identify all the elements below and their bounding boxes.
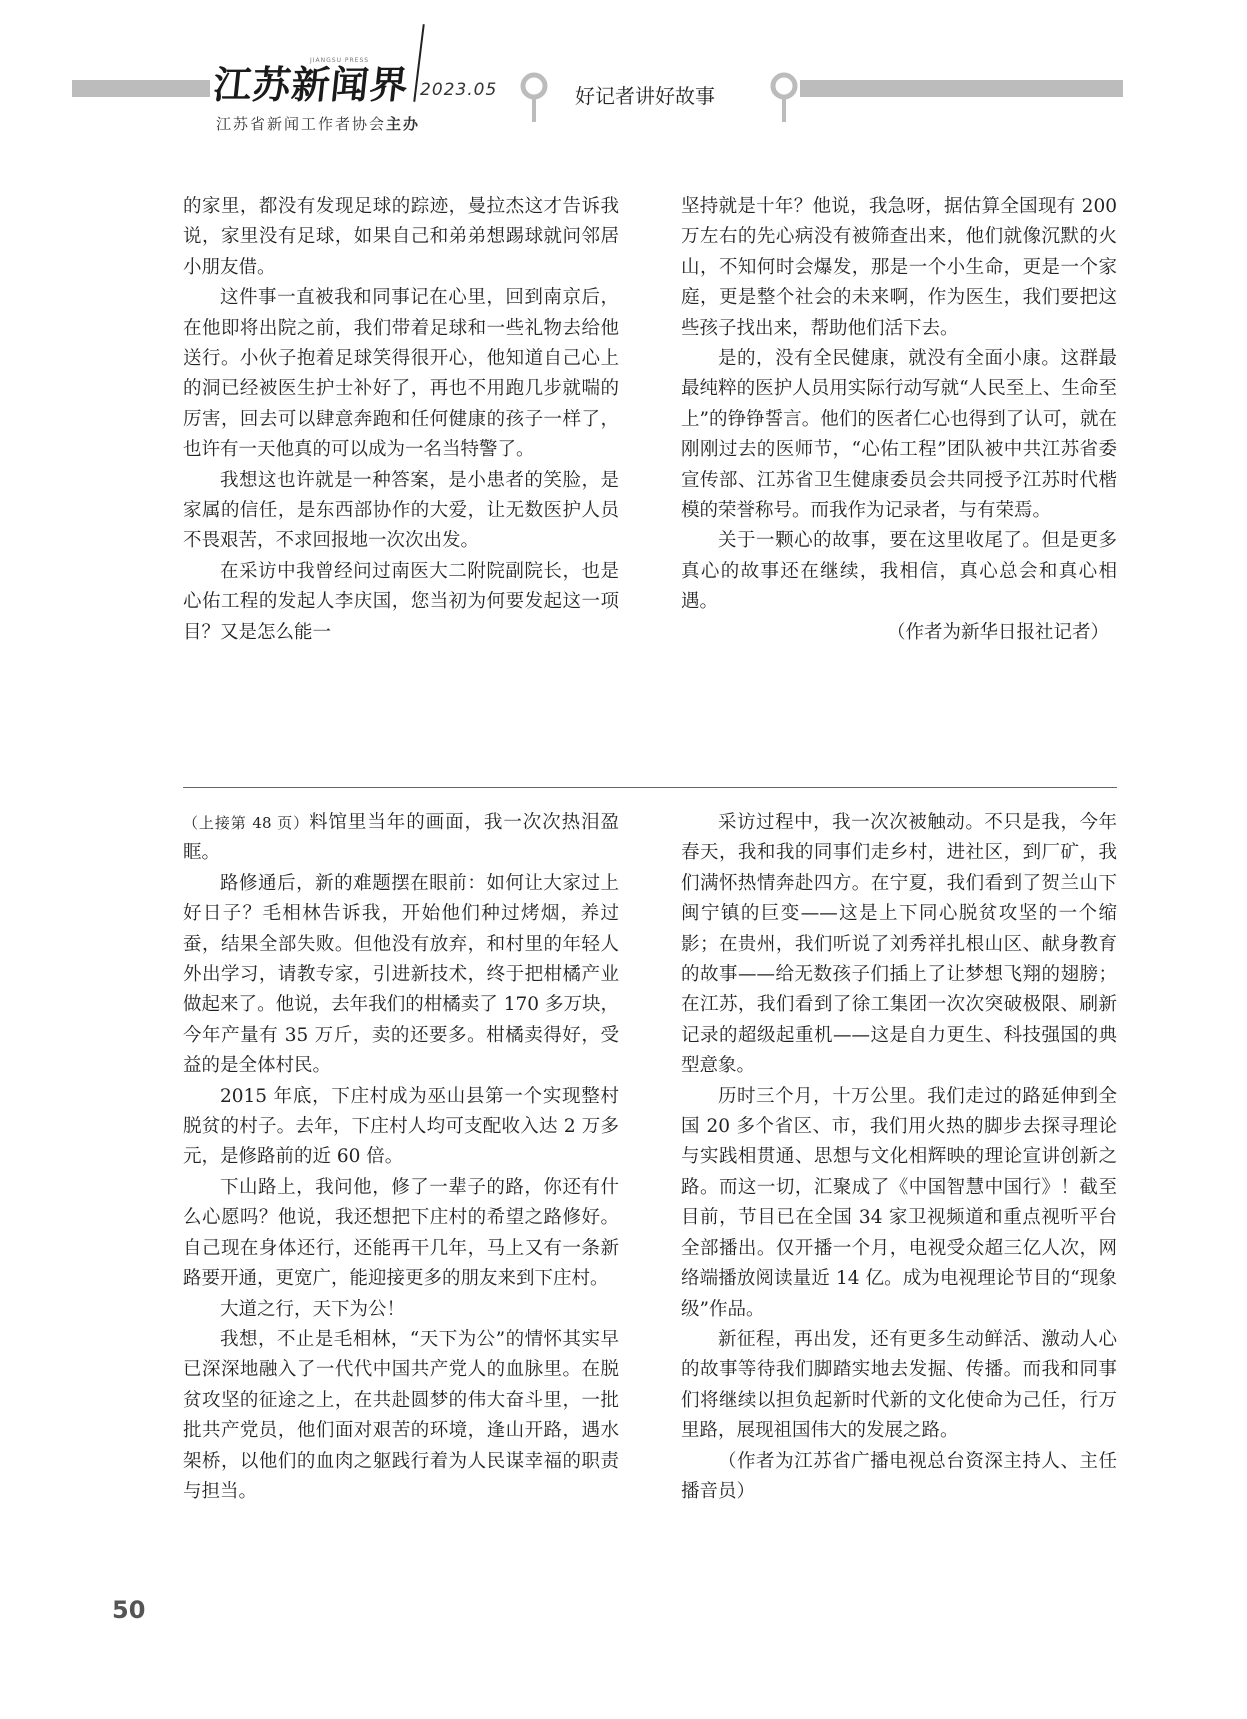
paragraph: 2015 年底，下庄村成为巫山县第一个实现整村脱贫的村子。去年，下庄村人均可支配收入达 2 万多元，是修路前的近 60 倍。 [183, 1085, 619, 1168]
map-pin-icon [520, 72, 548, 124]
top-article-right-column [681, 192, 1117, 648]
paragraph: 历时三个月，十万公里。我们走过的路延伸到全国 20 多个省区、市，我们用火热的脚步去探寻理论与实践相贯通、思想与文化相辉映的理论宣讲创新之路。而这一切，汇聚成了《中国智慧中国行》！截至目前，节目已在全国 34 家卫视频道和重点视听平台全部播出。仅开播一个月，电视受众超三亿人次，网络端播放阅读量近 14 亿。成为电视理论节目的“现象级”作品。 [681, 1085, 1117, 1320]
page-number: 50 [112, 1596, 146, 1624]
bottom-article-left-column [183, 808, 619, 1507]
paragraph: 新征程，再出发，还有更多生动鲜活、激动人心的故事等待我们脚踏实地去发掘、传播。而我和同事们将继续以担负起新时代新的文化使命为己任，行万里路，展现祖国伟大的发展之路。 [681, 1328, 1117, 1442]
paragraph: 坚持就是十年？他说，我急呀，据估算全国现有 200 万左右的先心病没有被筛查出来，他们就像沉默的火山，不知何时会爆发，那是一个小生命，更是一个家庭，更是整个社会的未来啊，作为医生，我们要把这些孩子找出来，帮助他们活下去。 [681, 196, 1117, 339]
paragraph: 在采访中我曾经问过南医大二附院副院长，也是心佑工程的发起人李庆国，您当初为何要发起这一项目？又是怎么能一 [183, 560, 619, 643]
paragraph: 的家里，都没有发现足球的踪迹，曼拉杰这才告诉我说，家里没有足球，如果自己和弟弟想踢球就问邻居小朋友借。 [183, 196, 619, 278]
paragraph: 路修通后，新的难题摆在眼前：如何让大家过上好日子？毛相林告诉我，开始他们种过烤烟，养过蚕，结果全部失败。但他没有放弃，和村里的年轻人外出学习，请教专家，引进新技术，终于把柑橘产业做起来了。他说，去年我们的柑橘卖了 170 多万块，今年产量有 35 万斤，卖的还要多。柑橘卖得好，受益的是全体村民。 [183, 872, 619, 1077]
paragraph: 我想，不止是毛相林，“天下为公”的情怀其实早已深深地融入了一代代中国共产党人的血脉里。在脱贫攻坚的征途之上，在共赴圆梦的伟大奋斗里，一批批共产党员，他们面对艰苦的环境，逢山开路，遇水架桥，以他们的血肉之躯践行着为人民谋幸福的职责与担当。 [183, 1328, 619, 1502]
publisher-role: 主办 [386, 115, 421, 133]
paragraph: 采访过程中，我一次次被触动。不只是我，今年春天，我和我的同事们走乡村，进社区，到厂矿，我们满怀热情奔赴四方。在宁夏，我们看到了贺兰山下闽宁镇的巨变——这是上下同心脱贫攻坚的一个缩影；在贵州，我们听说了刘秀祥扎根山区、献身教育的故事——给无数孩子们插上了让梦想飞翔的翅膀；在江苏，我们看到了徐工集团一次次突破极限、刷新记录的超级起重机——这是自力更生、科技强国的典型意象。 [681, 812, 1117, 1077]
paragraph-text: 料馆里当年的画面，我一次次热泪盈眶。 [183, 812, 619, 864]
continued-note: （上接第 48 页） [183, 814, 310, 832]
paragraph: 是的，没有全民健康，就没有全面小康。这群最最纯粹的医护人员用实际行动写就“人民至上、生命至上”的铮铮誓言。他们的医者仁心也得到了认可，就在刚刚过去的医师节，“心佑工程”团队被中共江苏省委宣传部、江苏省卫生健康委员会共同授予江苏时代楷模的荣誉称号。而我作为记录者，与有荣焉。 [681, 348, 1117, 522]
paragraph: 关于一颗心的故事，要在这里收尾了。但是更多真心的故事还在继续，我相信，真心总会和真心相遇。 [681, 530, 1117, 613]
bottom-article-right-column [681, 808, 1117, 1507]
publisher-name: 江苏省新闻工作者协会 [216, 115, 387, 133]
header-bar-left [72, 80, 210, 97]
author-byline: （作者为江苏省广播电视总台资深主持人、主任播音员） [681, 1450, 1117, 1502]
section-title: 好记者讲好故事 [575, 84, 715, 108]
paragraph: 我想这也许就是一种答案，是小患者的笑脸，是家属的信任，是东西部协作的大爱，让无数医护人员不畏艰苦，不求回报地一次次出发。 [183, 469, 619, 552]
magazine-title: 江苏新闻界 [211, 63, 411, 107]
paragraph [183, 808, 619, 869]
publisher-line [216, 113, 420, 134]
issue-number: 2023.05 [420, 80, 498, 100]
map-pin-icon [770, 72, 798, 124]
header-bar-right [800, 80, 1123, 97]
top-article-left-column [183, 192, 619, 648]
magazine-subtitle: JIANGSU PRESS [310, 57, 370, 64]
author-byline: （作者为新华日报社记者） [886, 621, 1109, 643]
paragraph: 这件事一直被我和同事记在心里，回到南京后，在他即将出院之前，我们带着足球和一些礼物去给他送行。小伙子抱着足球笑得很开心，他知道自己心上的洞已经被医生护士补好了，再也不用跑几步就喘的厉害，回去可以肆意奔跑和任何健康的孩子一样了，也许有一天他真的可以成为一名当特警了。 [183, 287, 619, 461]
paragraph: 下山路上，我问他，修了一辈子的路，你还有什么心愿吗？他说，我还想把下庄村的希望之路修好。自己现在身体还行，还能再干几年，马上又有一条新路要开通，更宽广，能迎接更多的朋友来到下庄村。 [183, 1176, 619, 1290]
paragraph: 大道之行，天下为公！ [220, 1298, 406, 1320]
article-divider [183, 787, 1117, 788]
